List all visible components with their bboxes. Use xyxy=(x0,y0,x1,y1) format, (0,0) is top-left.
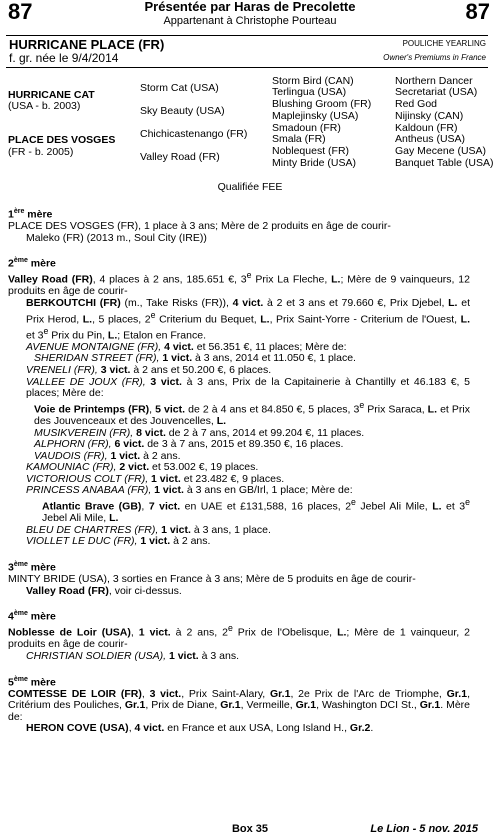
horse-birth: f. gr. née le 9/4/2014 xyxy=(9,51,119,65)
pedigree-gen3: Minty Bride (USA) xyxy=(272,157,357,169)
pedigree-gen4: Nijinsky (CAN) xyxy=(395,110,464,122)
paragraph: MUSIKVEREIN (FR), 8 vict. de 2 à 7 ans, 2014 et 99.204 €, 11 places. xyxy=(34,426,365,439)
section-fourth-dam xyxy=(8,608,470,662)
pedigree-gen2: Chichicastenango (FR) xyxy=(140,128,248,140)
paragraph: Atlantic Brave (GB), 7 vict. en UAE et £131,588, 16 places, 2e Jebel Ali Mile, L. et 3e Jebel Ali Mile, L. xyxy=(42,497,470,525)
qualification: Qualifiée FEE xyxy=(217,181,283,193)
pedigree-gen4: Gay Mecene (USA) xyxy=(395,145,487,157)
pedigree-dam-detail: (FR - b. 2005) xyxy=(8,146,74,158)
horse-category: POULICHE YEARLING xyxy=(402,39,486,48)
pedigree-gen3: Smadoun (FR) xyxy=(272,122,341,134)
paragraph: VAUDOIS (FR), 1 vict. à 2 ans. xyxy=(34,449,181,462)
pedigree-gen2: Storm Cat (USA) xyxy=(140,82,219,94)
pedigree-sire-detail: (USA - b. 2003) xyxy=(8,100,81,112)
paragraph: BLEU DE CHARTRES (FR), 1 vict. à 3 ans, 1 place. xyxy=(26,523,271,536)
paragraph: BERKOUTCHI (FR) (m., Take Risks (FR)), 4 vict. à 2 et 3 ans et 79.660 €, Prix Djebel, L. et Prix Herod, L., 5 places, 2e Criterium du Bequet, L., Prix Saint-Yorre - Criterium de l'Ouest, L. et 3e Prix du Pin, L.; Etalon en France. xyxy=(26,297,471,342)
pedigree-gen2: Sky Beauty (USA) xyxy=(140,105,225,117)
paragraph: VICTORIOUS COLT (FR), 1 vict. et 23.482 €, 9 places. xyxy=(26,472,285,485)
paragraph: VIOLLET LE DUC (FR), 1 vict. à 2 ans. xyxy=(26,535,211,548)
box-number: Box 35 xyxy=(231,823,269,835)
section-first-dam xyxy=(8,206,470,244)
horse-name: HURRICANE PLACE (FR) xyxy=(9,37,165,52)
paragraph: VRENELI (FR), 3 vict. à 2 ans et 50.200 €, 6 places. xyxy=(26,364,272,377)
catalogue-body xyxy=(8,206,470,746)
paragraph: PRINCESS ANABAA (FR), 1 vict. à 3 ans en GB/Irl, 1 place; Mère de: xyxy=(26,484,353,497)
lot-number-left: 87 xyxy=(8,0,33,24)
paragraph: HERON COVE (USA), 4 vict. en France et aux USA, Long Island H., Gr.2. xyxy=(26,722,374,735)
catalogue-header xyxy=(0,0,500,34)
paragraph: ALPHORN (FR), 6 vict. de 3 à 7 ans, 2015 et 89.350 €, 16 places. xyxy=(34,438,344,451)
section-title: 2ème mère xyxy=(8,257,56,270)
presenter: Présentée par Haras de Precolette xyxy=(144,0,356,14)
pedigree-gen3: Terlingua (USA) xyxy=(272,86,347,98)
paragraph: SHERIDAN STREET (FR), 1 vict. à 3 ans, 2014 et 11.050 €, 1 place. xyxy=(34,352,356,365)
pedigree-gen3: Blushing Groom (FR) xyxy=(272,98,372,110)
page-footer xyxy=(0,823,500,837)
paragraph: Maleko (FR) (2013 m., Soul City (IRE)) xyxy=(26,231,207,244)
section-title: 5ème mère xyxy=(8,675,56,689)
paragraph: KAMOUNIAC (FR), 2 vict. et 53.002 €, 19 places. xyxy=(26,461,259,474)
sale-place-date: Le Lion - 5 nov. 2015 xyxy=(370,823,478,835)
section-title: 1ère mère xyxy=(8,208,53,221)
section-second-dam xyxy=(8,255,470,548)
pedigree-gen3: Noblequest (FR) xyxy=(272,145,350,157)
section-fifth-dam xyxy=(8,674,470,735)
pedigree-gen4: Antheus (USA) xyxy=(395,133,466,145)
pedigree-dam: PLACE DES VOSGES xyxy=(8,134,116,146)
pedigree-gen4: Northern Dancer xyxy=(395,75,473,87)
pedigree-gen3: Smala (FR) xyxy=(272,133,326,145)
pedigree-gen3: Maplejinsky (USA) xyxy=(272,110,359,122)
section-title: 4ème mère xyxy=(8,610,56,623)
pedigree-gen4: Banquet Table (USA) xyxy=(395,157,494,169)
paragraph: Valley Road (FR), voir ci-dessus. xyxy=(26,584,182,597)
paragraph: Noblesse de Loir (USA), 1 vict. à 2 ans, 2e Prix de l'Obelisque, L.; Mère de 1 vainqueur, 2 produits en âge de courir- xyxy=(8,623,470,651)
paragraph: CHRISTIAN SOLDIER (USA), 1 vict. à 3 ans. xyxy=(26,650,240,662)
pedigree-gen4: Secretariat (USA) xyxy=(395,86,478,98)
section-third-dam xyxy=(8,559,470,597)
lot-number-right: 87 xyxy=(465,0,490,24)
paragraph: Voie de Printemps (FR), 5 vict. de 2 à 4 ans et 84.850 €, 5 places, 3e Prix Saraca, L. et Prix des Jouvenceaux et des Jouvencelles, L. xyxy=(34,399,470,427)
owner: Appartenant à Christophe Pourteau xyxy=(163,15,337,27)
paragraph: VALLEE DE JOUX (FR), 3 vict. à 3 ans, Prix de la Capitainerie à Chantilly et 46.183 €, 5 places; Mère de: xyxy=(26,375,471,400)
paragraph: AVENUE MONTAIGNE (FR), 4 vict. et 56.351 €, 11 places; Mère de: xyxy=(26,340,347,353)
paragraph: Valley Road (FR), 4 places à 2 ans, 185.651 €, 3e Prix La Fleche, L.; Mère de 9 vainqueurs, 12 produits en âge de courir- xyxy=(8,270,470,298)
paragraph: MINTY BRIDE (USA), 3 sorties en France à 3 ans; Mère de 5 produits en âge de courir- xyxy=(8,573,416,586)
horse-title-box xyxy=(6,35,488,68)
pedigree-sire: HURRICANE CAT xyxy=(8,89,95,101)
pedigree-gen3: Storm Bird (CAN) xyxy=(272,75,354,87)
paragraph: PLACE DES VOSGES (FR), 1 place à 3 ans; Mère de 2 produits en âge de courir- xyxy=(8,220,391,233)
owner-premiums: Owner's Premiums in France xyxy=(383,53,486,62)
pedigree-gen4: Red God xyxy=(395,98,438,110)
paragraph: COMTESSE DE LOIR (FR), 3 vict., Prix Saint-Alary, Gr.1, 2e Prix de l'Arc de Triomphe, Gr.1, Critérium des Pouliches, Gr.1, Prix de Diane, Gr.1, Vermeille, Gr.1, Washington DCI St., Gr.1. Mère de: xyxy=(8,687,471,723)
section-title: 3ème mère xyxy=(8,560,56,574)
pedigree-gen2: Valley Road (FR) xyxy=(140,151,220,163)
pedigree-gen4: Kaldoun (FR) xyxy=(395,122,458,134)
